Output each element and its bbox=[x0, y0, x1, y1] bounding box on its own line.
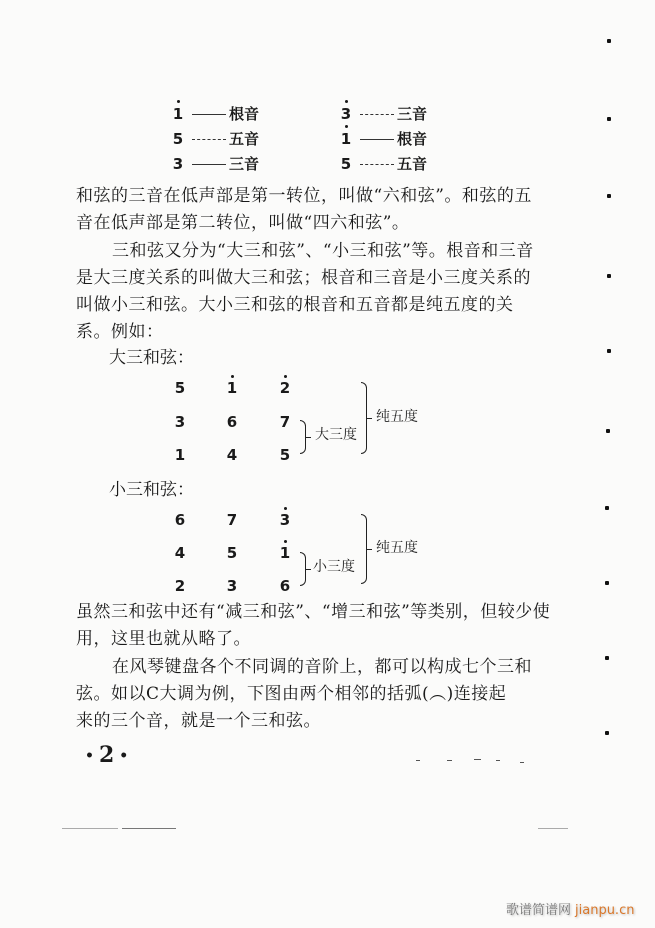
page-mark-right: • bbox=[119, 748, 129, 764]
binding-dot bbox=[605, 656, 609, 660]
chord-note: 7 bbox=[279, 413, 291, 431]
chord-note: 7 bbox=[226, 511, 238, 529]
legend-tone-label: 三音 bbox=[229, 155, 260, 173]
chord-note: 5 bbox=[226, 544, 238, 562]
binding-dot bbox=[605, 581, 609, 585]
third-brace bbox=[300, 420, 306, 454]
binding-dot bbox=[607, 274, 611, 278]
binding-dot bbox=[605, 731, 609, 735]
legend-row-fifth bbox=[172, 129, 259, 149]
legend-note: 1 bbox=[340, 130, 352, 148]
binding-dot bbox=[605, 506, 609, 510]
legend-tone-label: 五音 bbox=[229, 130, 260, 148]
legend-row-third bbox=[172, 154, 259, 174]
fifth-brace bbox=[361, 382, 367, 454]
chord-note: 6 bbox=[279, 577, 291, 595]
legend-note: 1 bbox=[172, 105, 184, 123]
legend-row-root bbox=[172, 104, 259, 124]
chord-note: 6 bbox=[174, 511, 186, 529]
legend-note: 3 bbox=[340, 105, 352, 123]
bottom-rule-faint bbox=[62, 828, 118, 829]
chord-note: 6 bbox=[226, 413, 238, 431]
text-line: 三和弦又分为“大三和弦”、“小三和弦”等。根音和三音 bbox=[112, 241, 534, 261]
legend-tone-label: 三音 bbox=[397, 105, 428, 123]
chord-note: 2 bbox=[279, 379, 291, 397]
text-line: 在风琴键盘各个不同调的音阶上，都可以构成七个三和 bbox=[112, 657, 532, 677]
binding-dot bbox=[606, 429, 610, 433]
page-mark-left: • bbox=[85, 748, 94, 764]
fifth-interval-label: 纯五度 bbox=[376, 540, 418, 556]
legend-dash bbox=[192, 114, 226, 115]
chord-note: 3 bbox=[174, 413, 186, 431]
speck bbox=[520, 762, 524, 763]
speck bbox=[474, 759, 481, 760]
binding-dot bbox=[607, 39, 611, 43]
paragraph-inversions bbox=[76, 183, 546, 237]
page-number bbox=[80, 742, 133, 769]
chord-note: 1 bbox=[226, 379, 238, 397]
chord-note: 5 bbox=[174, 379, 186, 397]
watermark bbox=[506, 902, 634, 920]
legend-note: 5 bbox=[340, 155, 352, 173]
legend-tone-label: 五音 bbox=[397, 155, 428, 173]
chord-note: 3 bbox=[279, 511, 291, 529]
text-line: 用，这里也就从略了。 bbox=[76, 629, 251, 649]
chord-note: 4 bbox=[174, 544, 186, 562]
fifth-brace bbox=[361, 514, 367, 584]
speck bbox=[416, 760, 420, 761]
text-line: 叫做小三和弦。大小三和弦的根音和五音都是纯五度的关 bbox=[76, 295, 514, 315]
legend-dash bbox=[192, 164, 226, 165]
legend-dash bbox=[360, 164, 394, 165]
chord-note: 1 bbox=[279, 544, 291, 562]
legend-note: 3 bbox=[172, 155, 184, 173]
binding-dot bbox=[607, 349, 611, 353]
legend-note: 5 bbox=[172, 130, 184, 148]
binding-dot bbox=[607, 194, 611, 198]
example-title: 小三和弦： bbox=[109, 480, 194, 500]
speck bbox=[496, 760, 500, 761]
text-line: 和弦的三音在低声部是第一转位，叫做“六和弦”。和弦的五 bbox=[76, 186, 532, 206]
legend-row-third-inverted bbox=[340, 104, 427, 124]
third-interval-label: 小三度 bbox=[313, 559, 355, 575]
binding-dot bbox=[607, 117, 611, 121]
text-line: 虽然三和弦中还有“减三和弦”、“增三和弦”等类别，但较少使 bbox=[76, 602, 551, 622]
legend-dash bbox=[360, 139, 394, 140]
text-line: 音在低声部是第二转位，叫做“四六和弦”。 bbox=[76, 213, 410, 233]
legend-tone-label: 根音 bbox=[229, 105, 260, 123]
paragraph-other-triads bbox=[76, 599, 551, 653]
chord-note: 1 bbox=[174, 446, 186, 464]
legend-row-root-inverted bbox=[340, 129, 427, 149]
paragraph-major-minor bbox=[76, 238, 546, 346]
speck bbox=[447, 760, 452, 761]
bottom-rule bbox=[122, 828, 176, 829]
chord-note: 5 bbox=[279, 446, 291, 464]
chord-note: 3 bbox=[226, 577, 238, 595]
example-title: 大三和弦： bbox=[109, 348, 194, 368]
third-interval-label: 大三度 bbox=[315, 427, 357, 443]
legend-dash bbox=[360, 114, 394, 115]
legend-row-fifth-inverted bbox=[340, 154, 427, 174]
chord-note: 4 bbox=[226, 446, 238, 464]
chord-note: 2 bbox=[174, 577, 186, 595]
third-brace bbox=[300, 552, 306, 586]
text-line: 是大三度关系的叫做大三和弦；根音和三音是小三度关系的 bbox=[76, 268, 531, 288]
text-line: 弦。如以C大调为例，下图由两个相邻的括弧(︵)连接起 bbox=[76, 684, 507, 704]
page-number-value: 2 bbox=[98, 742, 115, 768]
bottom-rule-right bbox=[538, 828, 568, 829]
fifth-interval-label: 纯五度 bbox=[376, 409, 418, 425]
legend-tone-label: 根音 bbox=[397, 130, 428, 148]
paragraph-keyboard-triads bbox=[76, 654, 546, 735]
legend-dash bbox=[192, 139, 226, 140]
watermark-site-name: 歌谱简谱网 bbox=[506, 903, 572, 918]
text-line: 来的三个音，就是一个三和弦。 bbox=[76, 711, 321, 731]
text-line: 系。例如： bbox=[76, 322, 164, 342]
watermark-domain: jianpu.cn bbox=[575, 903, 635, 918]
